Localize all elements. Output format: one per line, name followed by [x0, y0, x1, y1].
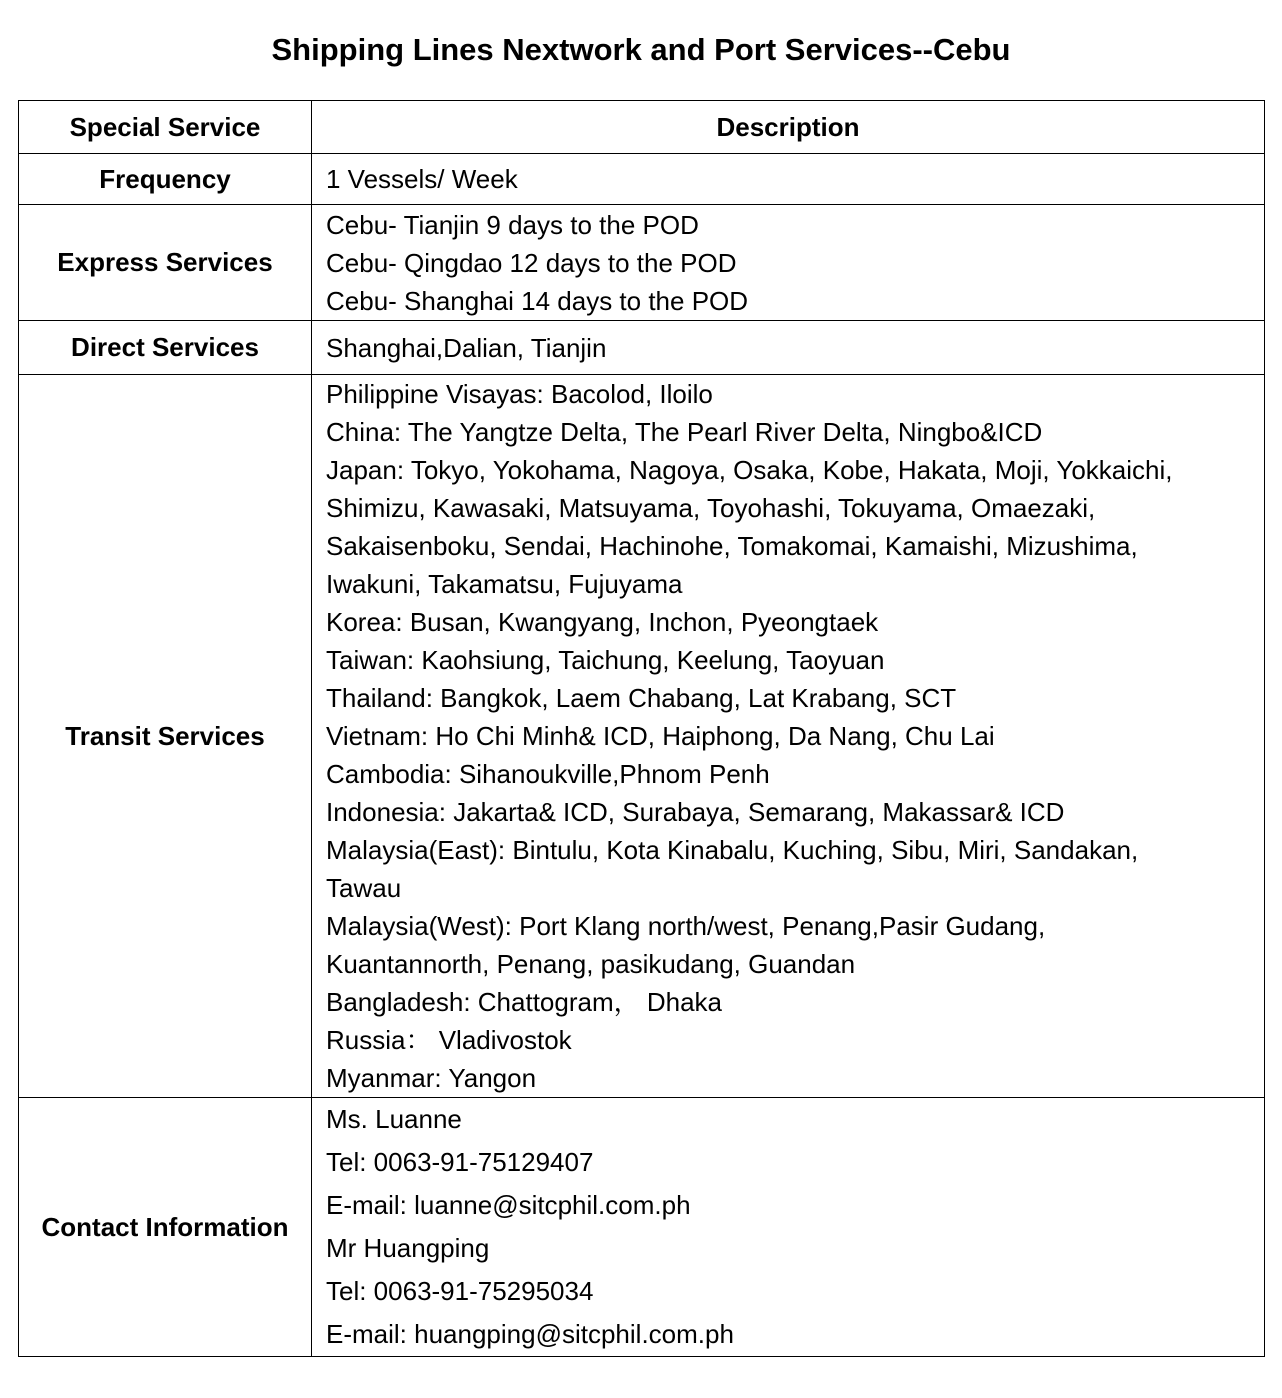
description-line: Sakaisenboku, Sendai, Hachinohe, Tomakomai, Kamaishi, Mizushima,: [326, 531, 1138, 561]
row-direct-services: [19, 321, 1265, 375]
description-line: Taiwan: Kaohsiung, Taichung, Keelung, Taoyuan: [326, 645, 885, 675]
row-contact-information: [19, 1098, 1265, 1357]
description-line: Kuantannorth, Penang, pasikudang, Guandan: [326, 949, 856, 979]
page-title: Shipping Lines Nextwork and Port Services--Cebu: [271, 32, 1011, 67]
description-line: Thailand: Bangkok, Laem Chabang, Lat Krabang, SCT: [326, 683, 957, 713]
description-line: Bangladesh: Chattogram， Dhaka: [326, 987, 723, 1017]
description-line: Iwakuni, Takamatsu, Fujuyama: [326, 569, 683, 599]
row-frequency: [19, 154, 1265, 205]
description-line: Vietnam: Ho Chi Minh& ICD, Haiphong, Da Nang, Chu Lai: [326, 721, 995, 751]
desc-direct-services: [312, 321, 1265, 375]
description-line: E-mail: luanne@sitcphil.com.ph: [326, 1190, 691, 1220]
description-line: Tel: 0063-91-75129407: [326, 1147, 594, 1177]
label-direct-services: Direct Services: [19, 321, 312, 375]
description-line: Indonesia: Jakarta& ICD, Surabaya, Semarang, Makassar& ICD: [326, 797, 1065, 827]
description-line: Malaysia(West): Port Klang north/west, Penang,Pasir Gudang,: [326, 911, 1046, 941]
label-express-services: Express Services: [19, 205, 312, 321]
description-line: Cebu- Tianjin 9 days to the POD: [326, 209, 699, 240]
services-table: [18, 100, 1265, 1357]
description-line: Cebu- Shanghai 14 days to the POD: [326, 285, 749, 316]
header-row: [19, 101, 1265, 154]
description-line: Shanghai,Dalian, Tianjin: [326, 332, 607, 363]
row-transit-services: [19, 375, 1265, 1098]
description-line: 1 Vessels/ Week: [326, 164, 518, 194]
label-frequency: Frequency: [19, 154, 312, 205]
description-line: China: The Yangtze Delta, The Pearl River Delta, Ningbo&ICD: [326, 417, 1043, 447]
description-line: Ms. Luanne: [326, 1104, 462, 1134]
desc-contact-information: [312, 1098, 1265, 1357]
row-express-services: [19, 205, 1265, 321]
description-line: Cambodia: Sihanoukville,Phnom Penh: [326, 759, 770, 789]
description-line: Cebu- Qingdao 12 days to the POD: [326, 247, 737, 278]
description-line: Malaysia(East): Bintulu, Kota Kinabalu, Kuching, Sibu, Miri, Sandakan,: [326, 835, 1139, 865]
header-description: Description: [312, 101, 1265, 154]
header-special-service: Special Service: [19, 101, 312, 154]
desc-express-services: [312, 205, 1265, 321]
label-transit-services: Transit Services: [19, 375, 312, 1098]
description-line: Myanmar: Yangon: [326, 1063, 537, 1093]
description-line: Japan: Tokyo, Yokohama, Nagoya, Osaka, Kobe, Hakata, Moji, Yokkaichi,: [326, 455, 1173, 485]
description-line: Tawau: [326, 873, 402, 903]
description-line: Tel: 0063-91-75295034: [326, 1276, 594, 1306]
description-line: E-mail: huangping@sitcphil.com.ph: [326, 1319, 734, 1349]
description-line: Russia： Vladivostok: [326, 1025, 572, 1055]
description-line: Shimizu, Kawasaki, Matsuyama, Toyohashi, Tokuyama, Omaezaki,: [326, 493, 1096, 523]
description-line: Korea: Busan, Kwangyang, Inchon, Pyeongtaek: [326, 607, 879, 637]
description-line: Philippine Visayas: Bacolod, Iloilo: [326, 379, 713, 409]
description-line: Mr Huangping: [326, 1233, 490, 1263]
desc-frequency: [312, 154, 1265, 205]
desc-transit-services: [312, 375, 1265, 1098]
label-contact-information: Contact Information: [19, 1098, 312, 1357]
